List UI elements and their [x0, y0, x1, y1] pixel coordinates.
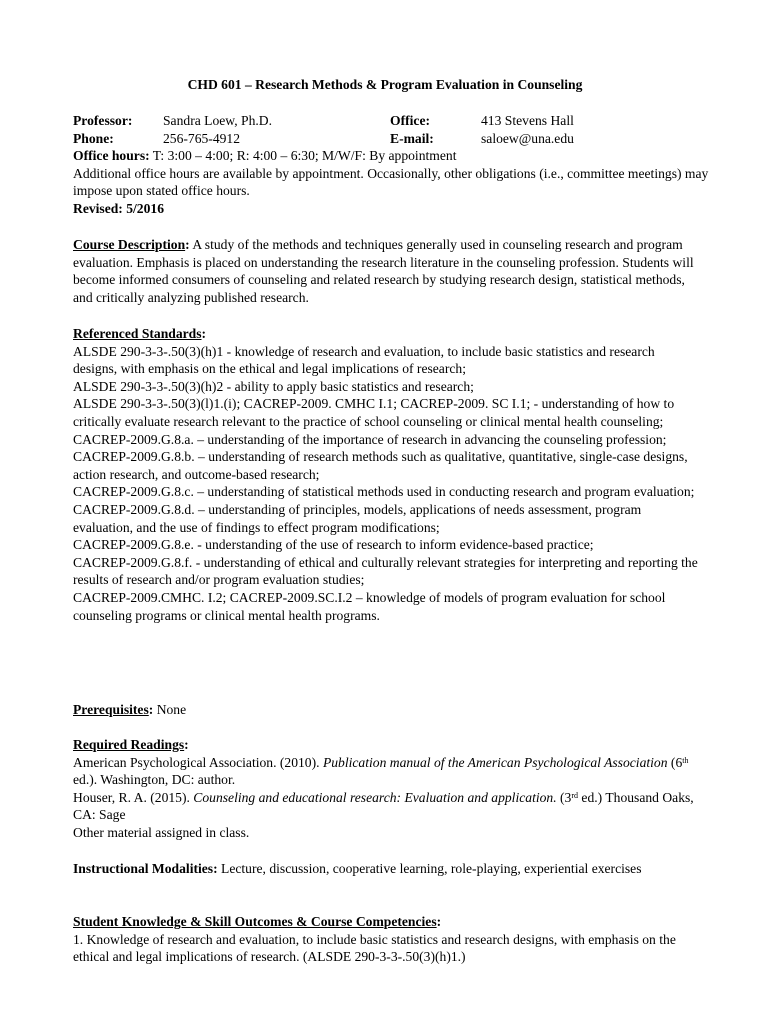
standard-item: ALSDE 290-3-3-.50(3)(l)1.(i); CACREP-2009. CMHC I.1; CACREP-2009. SC I.1; - understanding of how to critically evaluate research relevant to the practice of school counseling or clinical mental health counseling;: [73, 396, 675, 429]
reading-edition-suffix: rd: [571, 790, 579, 800]
standard-item: CACREP-2009.G.8.b. – understanding of research methods such as qualitative, quantitative, single-case designs, action research, and outcome-based research;: [73, 449, 688, 482]
phone-label: Phone:: [73, 130, 114, 146]
reading-authors: American Psychological Association. (2010).: [73, 754, 323, 770]
outcomes-colon: :: [436, 914, 442, 929]
document-title: CHD 601 – Research Methods & Program Evaluation in Counseling: [187, 77, 583, 92]
office-hours: [73, 147, 713, 165]
reading-publisher: ed.). Washington, DC: author.: [73, 772, 236, 788]
office-hours-text: T: 3:00 – 4:00; R: 4:00 – 6:30; M/W/F: By appointment: [149, 148, 457, 164]
prerequisites-colon: :: [148, 702, 154, 717]
required-readings-heading-line: [73, 736, 701, 754]
referenced-standards-heading-line: [73, 325, 701, 343]
course-description-heading: Course Description: [73, 237, 186, 252]
revised-date: Revised: 5/2016: [73, 200, 164, 216]
reading-edition: (6: [667, 754, 683, 770]
student-outcomes: [73, 913, 701, 966]
contact-block: [73, 112, 713, 218]
prerequisites-text: None: [153, 702, 187, 717]
course-description-colon: :: [185, 237, 190, 252]
email-address: saloew@una.edu: [481, 130, 574, 146]
contact-row-2: [73, 130, 713, 148]
modalities-heading: Instructional Modalities:: [73, 861, 218, 876]
reading-title: Counseling and educational research: Evaluation and application.: [193, 789, 557, 805]
reading-authors: Houser, R. A. (2015).: [73, 789, 194, 805]
referenced-standards: [73, 325, 701, 624]
course-description-text: A study of the methods and techniques generally used in counseling research and program evaluation. Emphasis is placed on understanding the research literature in the counseling profession. Students will become informed consumers of counseling and related research by studying research design, statistical methods, and critically analyzing published research.: [73, 237, 694, 305]
outcomes-heading: Student Knowledge & Skill Outcomes & Course Competencies: [73, 914, 437, 929]
reading-edition-suffix: th: [682, 755, 689, 765]
standard-item: CACREP-2009.G.8.a. – understanding of the importance of research in advancing the counseling profession;: [73, 431, 667, 447]
standard-item: ALSDE 290-3-3-.50(3)(h)1 - knowledge of research and evaluation, to include basic statistics and research designs, with emphasis on the ethical and legal implications of research;: [73, 343, 655, 377]
prerequisites-heading: Prerequisites: [73, 702, 149, 717]
standard-item: CACREP-2009.G.8.c. – understanding of statistical methods used in conducting research and program evaluation;: [73, 484, 695, 500]
reading-edition: (3: [556, 789, 572, 805]
phone-number: 256-765-4912: [163, 130, 241, 146]
office-label: Office:: [390, 113, 430, 128]
professor-name: Sandra Loew, Ph.D.: [163, 113, 272, 128]
contact-row-1: [73, 112, 713, 130]
standard-item: CACREP-2009.G.8.f. - understanding of ethical and culturally relevant strategies for interpreting and reporting the results of research and/or program evaluation studies;: [73, 554, 698, 588]
standard-item: CACREP-2009.G.8.d. – understanding of principles, models, applications of needs assessment, program evaluation, and the use of findings to effect program modifications;: [73, 501, 642, 535]
prerequisites: [73, 701, 701, 719]
outcome-item: 1. Knowledge of research and evaluation, to include basic statistics and research designs, with emphasis on the ethical and legal implications of research. (ALSDE 290-3-3-.50(3)(h)1.): [73, 931, 676, 965]
outcomes-heading-line: [73, 913, 701, 931]
standard-item: ALSDE 290-3-3-.50(3)(h)2 - ability to apply basic statistics and research;: [73, 378, 474, 394]
course-description: [73, 236, 701, 306]
reading-other: Other material assigned in class.: [73, 824, 250, 840]
standard-item: CACREP-2009.CMHC. I.2; CACREP-2009.SC.I.2 – knowledge of models of program evaluation for school counseling programs or clinical mental health programs.: [73, 589, 666, 623]
referenced-standards-heading: Referenced Standards: [73, 326, 202, 341]
required-readings-heading: Required Readings: [73, 737, 185, 752]
office-location: 413 Stevens Hall: [481, 113, 574, 128]
instructional-modalities: [73, 860, 701, 878]
required-readings: [73, 736, 701, 842]
additional-hours-note: Additional office hours are available by appointment. Occasionally, other obligations (i.e., committee meetings) may impose upon stated office hours.: [73, 165, 709, 199]
email-label: E-mail:: [390, 130, 434, 146]
modalities-text: Lecture, discussion, cooperative learning, role-playing, experiential exercises: [217, 861, 642, 876]
reading-houser: [73, 789, 701, 824]
reading-apa-manual: [73, 754, 701, 789]
required-readings-colon: :: [184, 737, 189, 752]
reading-publisher: ed.) Thousand Oaks, CA: Sage: [73, 789, 694, 823]
standard-item: CACREP-2009.G.8.e. - understanding of the use of research to inform evidence-based practice;: [73, 537, 594, 553]
professor-label: Professor:: [73, 113, 133, 128]
referenced-standards-colon: :: [201, 326, 207, 341]
office-hours-label: Office hours:: [73, 148, 150, 164]
reading-title: Publication manual of the American Psychological Association: [322, 754, 668, 770]
